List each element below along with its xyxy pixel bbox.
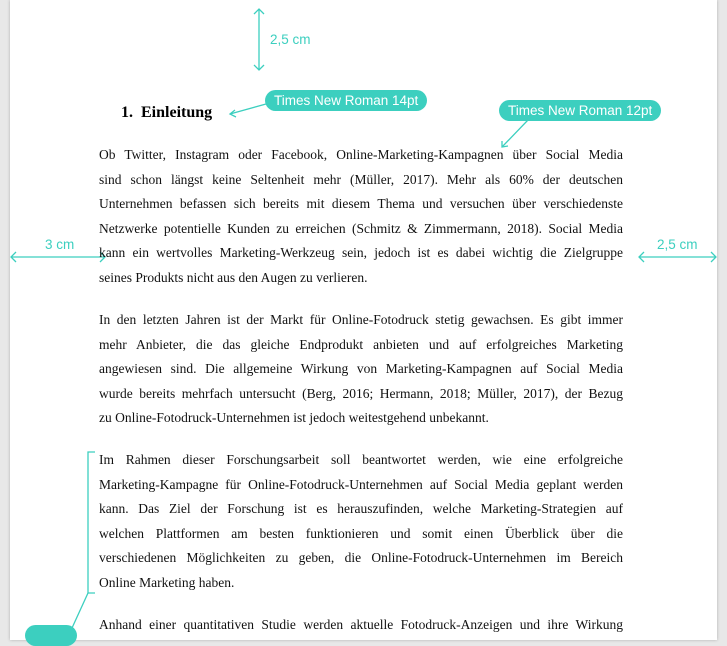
- text-line: In den letzten Jahren ist der Markt für Online-Fotodruck stetig gewachsen. Es gibt immer: [99, 312, 623, 327]
- heading-font-pointer: [230, 104, 266, 114]
- text-line: welchen Plattformen am besten funktionieren und somit einen Überblick über die: [99, 525, 623, 541]
- bracket-badge: [25, 625, 77, 646]
- text-line: Netzwerke potentielle Kunden zu erreichen (Schmitz & Zimmermann, 2018). Social Media: [99, 220, 623, 236]
- heading-title: Einleitung: [141, 104, 213, 121]
- heading-font-badge: Times New Roman 14pt: [265, 90, 427, 111]
- text-line: seines Produkts nicht aus den Augen zu verlieren.: [99, 269, 368, 285]
- text-line: zu Online-Fotodruck-Unternehmen ist jedoch weitestgehend unbekannt.: [99, 410, 489, 426]
- paragraph-4: [99, 613, 623, 638]
- heading-number: 1.: [121, 104, 133, 121]
- paragraph-1: [99, 143, 623, 291]
- top-margin-label: 2,5 cm: [270, 32, 311, 47]
- text-line: kann. Das Ziel der Forschung ist es herauszufinden, welche Marketing-Strategien auf: [99, 501, 623, 517]
- text-line: kann ein wertvolles Marketing-Werkzeug sein, jedoch ist es dabei wichtig die Zielgruppe: [99, 245, 623, 261]
- paragraph-3: [99, 448, 623, 596]
- text-line: Marketing-Kampagne für Online-Fotodruck-Unternehmen auf Social Media geplant werden: [99, 476, 623, 492]
- text-line: mehr Anbieter, die das gleiche Endprodukt anbieten und auf erfolgreiches Marketing: [99, 336, 623, 352]
- text-line: angewiesen sind. Die allgemeine Wirkung von Marketing-Kampagnen auf Social Media: [99, 361, 623, 377]
- text-line: sind schon längst keine Seltenheit mehr (Müller, 2017). Mehr als 60% der deutschen: [99, 171, 623, 187]
- text-line: Unternehmen befassen sich bereits mit diesem Thema und versuchen über verschiedenste: [99, 196, 623, 212]
- right-margin-label: 2,5 cm: [657, 237, 698, 252]
- text-line: Anhand einer quantitativen Studie werden aktuelle Fotodruck-Anzeigen und ihre Wirkung: [99, 617, 623, 632]
- body-font-badge: Times New Roman 12pt: [499, 100, 661, 121]
- text-line: Online Marketing haben.: [99, 574, 235, 590]
- paragraph-2: [99, 308, 623, 431]
- text-line: Im Rahmen dieser Forschungsarbeit soll beantwortet werden, wie eine erfolgreiche: [99, 452, 623, 467]
- page-title: [121, 104, 212, 122]
- paragraph-bracket: [88, 452, 95, 593]
- text-line: wurde bereits mehrfach untersucht (Berg, 2016; Hermann, 2018; Müller, 2017), der Bezug: [99, 385, 623, 401]
- left-margin-label: 3 cm: [45, 237, 75, 252]
- text-line: Ob Twitter, Instagram oder Facebook, Online-Marketing-Kampagnen über Social Media: [99, 147, 623, 162]
- text-line: verschiedenen Möglichkeiten zu geben, die Online-Fotodruck-Unternehmen im Bereich: [99, 550, 623, 566]
